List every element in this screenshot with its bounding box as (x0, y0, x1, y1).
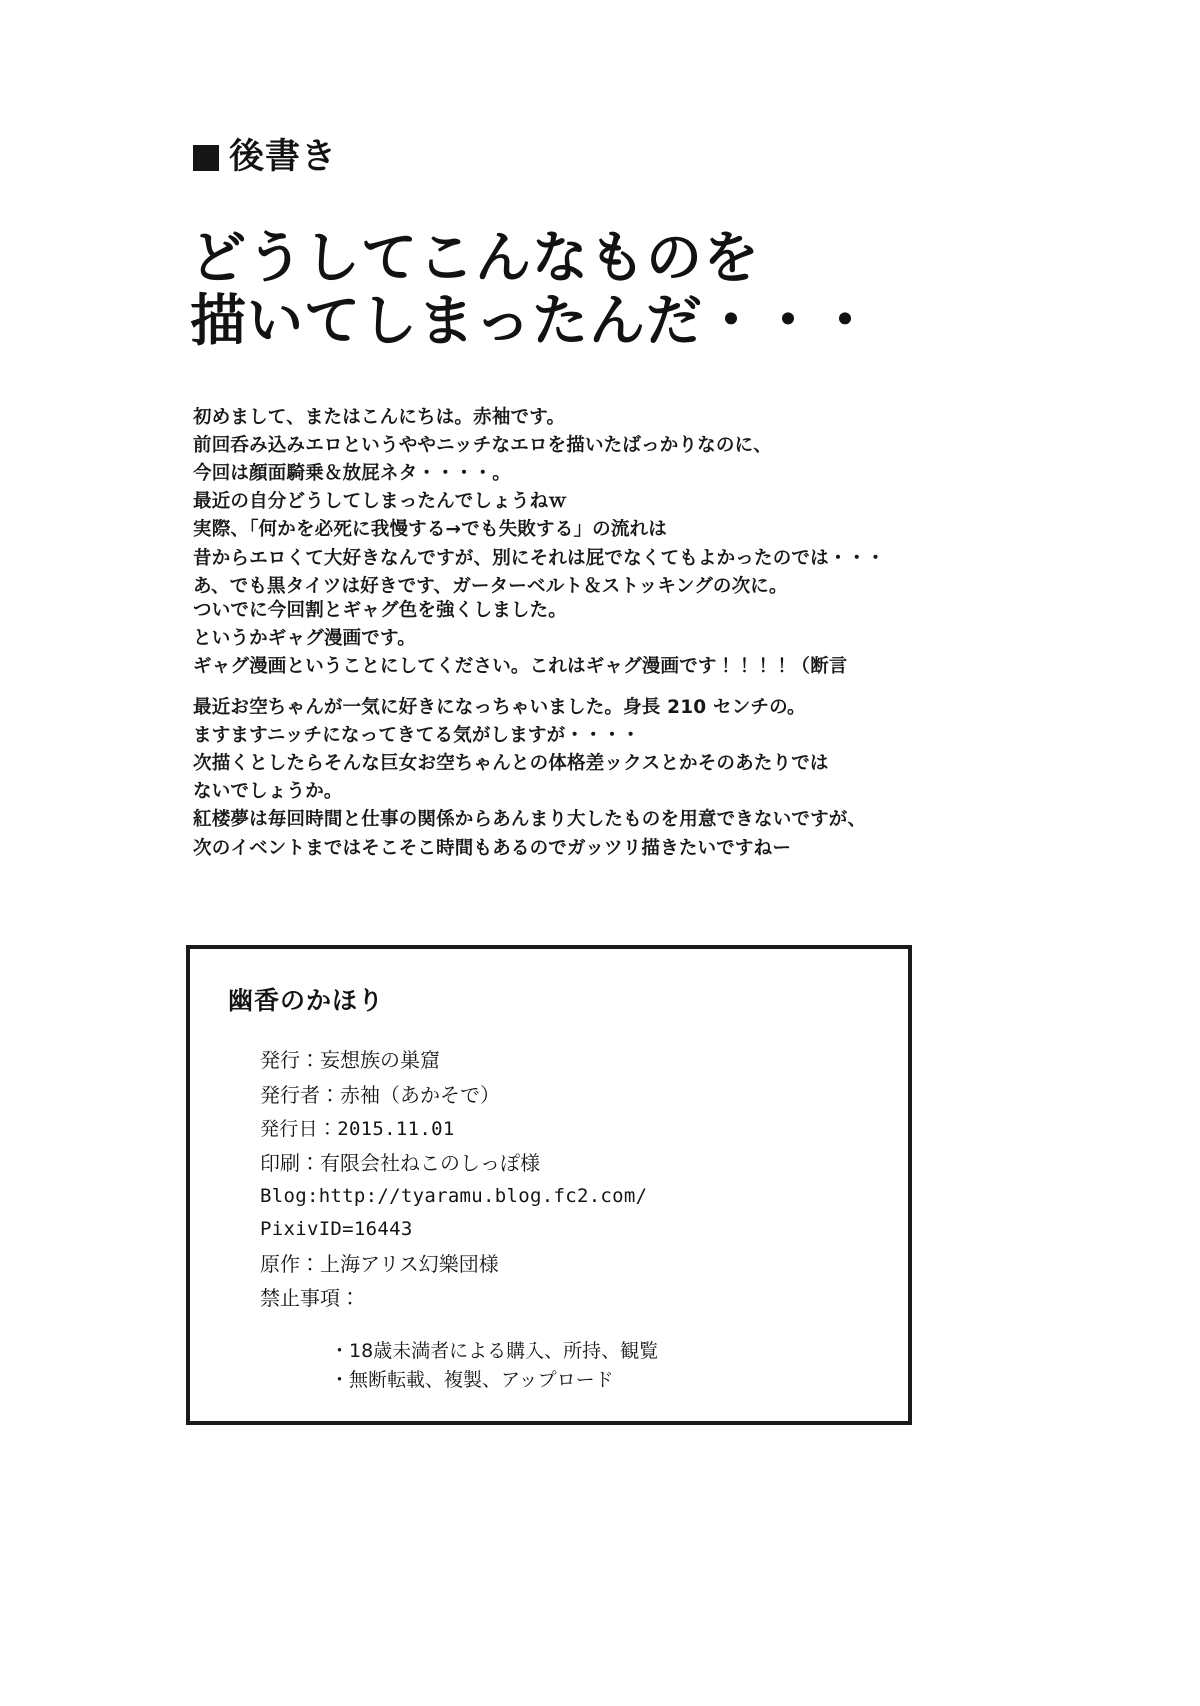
page-title-line-2: 描いてしまったんだ・・・ (190, 288, 874, 354)
text-line: 前回呑み込みエロというややニッチなエロを描いたばっかりなのに、 (193, 435, 772, 457)
text-line: ギャグ漫画ということにしてください。これはギャグ漫画です！！！！（断言 (193, 656, 848, 678)
text-line: 初めまして、またはこんにちは。赤袖です。 (193, 407, 566, 428)
colophon-box (186, 945, 912, 1425)
colophon-prohibition-notes (330, 1337, 658, 1394)
text-line: 実際、「何かを必死に我慢する→でも失敗する」の流れは (193, 519, 667, 541)
colophon-entry-blog[interactable]: Blog:http://tyaramu.blog.fc2.com/ (260, 1185, 648, 1208)
square-bullet-icon (193, 145, 219, 171)
text-line: ついでに今回割とギャグ色を強くしました。 (193, 600, 568, 621)
text-line: ますますニッチになってきてる気がしますが・・・・ (193, 725, 641, 747)
text-line: 次のイベントまではそこそこ時間もあるのでガッツリ描きたいですねー (193, 837, 792, 859)
text-line: 次描くとしたらそんな巨女お空ちゃんとの体格差ックスとかそのあたりでは (193, 753, 829, 775)
text-line: 最近お空ちゃんが一気に好きになっちゃいました。身長 210 センチの。 (193, 697, 806, 718)
colophon-entry-printer: 印刷：有限会社ねこのしっぽ様 (260, 1150, 540, 1175)
colophon-entries (260, 1043, 900, 1316)
afterword-heading-label: 後書き (229, 137, 338, 177)
colophon-entry-date: 発行日：2015.11.01 (260, 1117, 455, 1140)
colophon-entry-prohibitions-label: 禁止事項： (260, 1286, 360, 1311)
text-line: 今回は顔面騎乗＆放屁ネタ・・・・。 (193, 463, 511, 485)
colophon-entry-publisher: 発行：妄想族の巣窟 (260, 1048, 440, 1072)
afterword-paragraph-1 (193, 404, 1073, 601)
colophon-entry-pixiv-id: PixivID=16443 (260, 1218, 413, 1241)
afterword-paragraph-2 (193, 597, 1073, 681)
colophon-title: 幽香のかほり (228, 986, 385, 1015)
colophon-entry-original-work: 原作：上海アリス幻樂団様 (260, 1251, 499, 1276)
page-title (190, 228, 1050, 353)
text-line: というかギャグ漫画です。 (193, 628, 416, 650)
prohibition-note: ・18歳未満者による購入、所持、観覧 (330, 1340, 659, 1362)
text-line: 紅楼夢は毎回時間と仕事の関係からあんまり大したものを用意できないですが、 (193, 809, 867, 831)
prohibition-note: ・無断転載、複製、アップロード (330, 1368, 614, 1391)
text-line: あ、でも黒タイツは好きです、ガーターベルト＆ストッキングの次に。 (193, 575, 788, 597)
text-line: ないでしょうか。 (193, 781, 343, 803)
colophon-entry-author: 発行者：赤袖（あかそで） (260, 1082, 500, 1107)
afterword-heading (193, 137, 338, 177)
afterword-paragraph-3 (193, 694, 1073, 863)
text-line: 昔からエロくて大好きなんですが、別にそれは屁でなくてもよかったのでは・・・ (193, 547, 885, 569)
page-title-line-1: どうしてこんなものを (190, 226, 760, 291)
text-line: 最近の自分どうしてしまったんでしょうねｗ (193, 491, 568, 513)
